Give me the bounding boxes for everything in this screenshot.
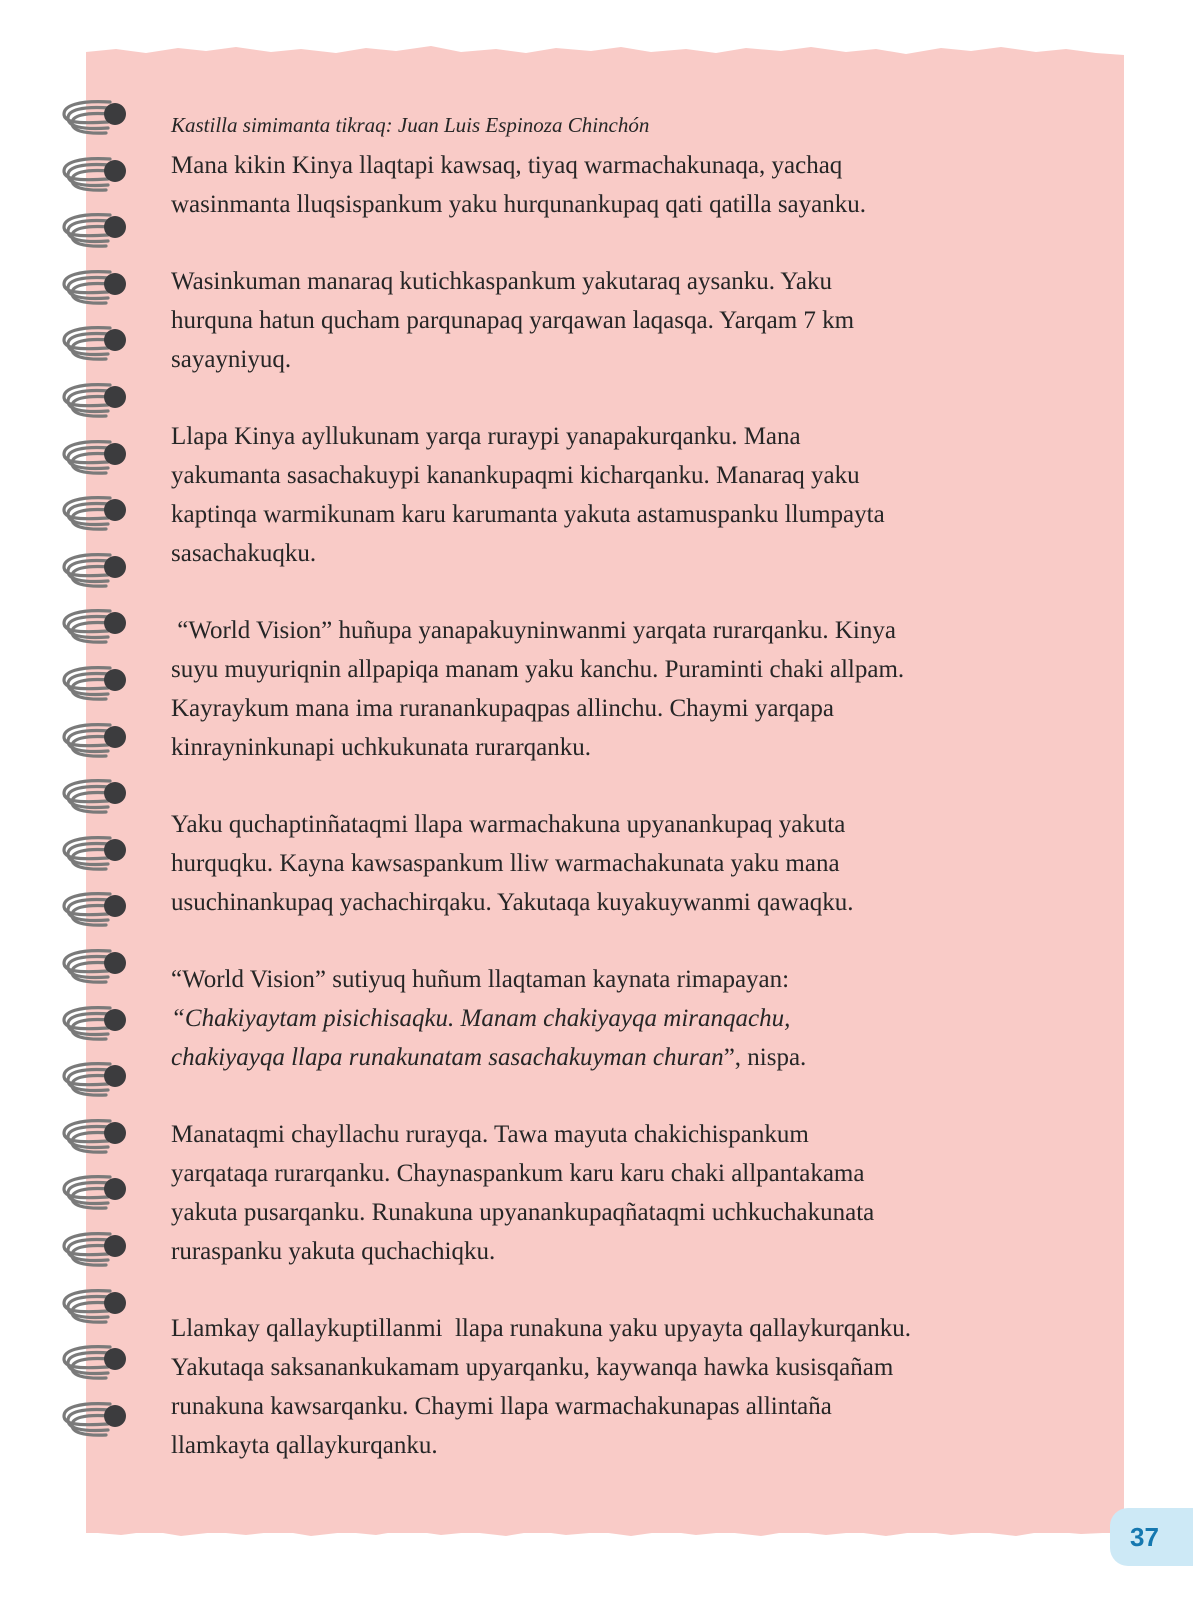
spiral-ring	[58, 436, 138, 484]
spiral-ring	[58, 719, 138, 767]
spiral-ring	[58, 1398, 138, 1446]
spiral-ring	[58, 1285, 138, 1333]
spiral-ring	[58, 1002, 138, 1050]
paragraph-5: Yaku quchaptinñataqmi llapa warmachakuna upyanankupaq yakuta hurquqku. Kayna kawsaspankum lliw warmachakunata yaku mana usuchinankupaq yachachirqaku. Yakutaqa kuyakuywanmi qawaqku.	[171, 811, 854, 916]
spiral-ring	[58, 1341, 138, 1389]
paragraph-1: Mana kikin Kinya llaqtapi kawsaq, tiyaq warmachakunaqa, yachaq wasinmanta lluqsispankum yaku hurqunankupaq qati qatilla sayanku.	[171, 152, 866, 218]
page-number: 37	[1130, 1521, 1159, 1552]
paragraph-8: Llamkay qallaykuptillanmi llapa runakuna yaku upyayta qallaykurqanku. Yakutaqa saksanankukamam upyarqanku, kaywanqa hawka kusisqañam runakuna kawsarqanku. Chaymi llapa warmachakunapas allintaña llamkayta qallaykurqanku.	[171, 1315, 912, 1459]
spiral-ring	[58, 1171, 138, 1219]
spiral-ring	[58, 1058, 138, 1106]
paragraph-2: Wasinkuman manaraq kutichkaspankum yakutaraq aysanku. Yaku hurquna hatun qucham parqunapaq yarqawan laqasqa. Yarqam 7 km sayayniyuq.	[171, 268, 855, 373]
spiral-ring	[58, 662, 138, 710]
paragraph-3: Llapa Kinya ayllukunam yarqa ruraypi yanapakurqanku. Mana yakumanta sasachakuypi kanankupaqmi kicharqanku. Manaraq yaku kaptinqa warmikunam karu karumanta yakuta astamuspanku llumpayta sasachakuqku.	[171, 423, 885, 567]
spiral-ring	[58, 379, 138, 427]
spiral-ring	[58, 775, 138, 823]
quote-intro: “World Vision” sutiyuq huñum llaqtaman kaynata rimapayan:	[171, 966, 790, 993]
spiral-ring	[58, 945, 138, 993]
spiral-ring	[58, 832, 138, 880]
spiral-ring	[58, 153, 138, 201]
spiral-ring	[58, 209, 138, 257]
spiral-ring	[58, 96, 138, 144]
spiral-ring	[58, 322, 138, 370]
translation-credit: Kastilla simimanta tikraq: Juan Luis Espinoza Chinchón	[171, 113, 650, 137]
spiral-ring	[58, 492, 138, 540]
quote-text: “Chakiyaytam pisichisaqku. Manam chakiyayqa miranqachu, chakiyayqa llapa runakunatam sasachakuyman churan	[171, 1005, 791, 1071]
quote-closing: ”, nispa.	[723, 1044, 807, 1071]
spiral-ring	[58, 888, 138, 936]
paragraph-4: “World Vision” huñupa yanapakuyninwanmi yarqata rurarqanku. Kinya suyu muyuriqnin allpapiqa manam yaku kanchu. Puraminti chaki allpam. Kayraykum mana ima ruranankupaqpas allinchu. Chaymi yarqapa kinrayninkunapi uchkukunata rurarqanku.	[171, 617, 905, 761]
spiral-ring	[58, 1228, 138, 1276]
paragraph-quote	[171, 960, 1071, 1077]
paragraph-7: Manataqmi chayllachu rurayqa. Tawa mayuta chakichispankum yarqataqa rurarqanku. Chaynaspankum karu karu chaki allpantakama yakuta pusarqanku. Runakuna upyanankupaqñataqmi uchkuchakunata ruraspanku yakuta quchachiqku.	[171, 1121, 875, 1265]
page-number-tab	[1110, 1508, 1193, 1566]
spiral-ring	[58, 549, 138, 597]
spiral-ring	[58, 1115, 138, 1163]
story-text	[171, 110, 1071, 1465]
spiral-ring	[58, 266, 138, 314]
spiral-ring	[58, 605, 138, 653]
